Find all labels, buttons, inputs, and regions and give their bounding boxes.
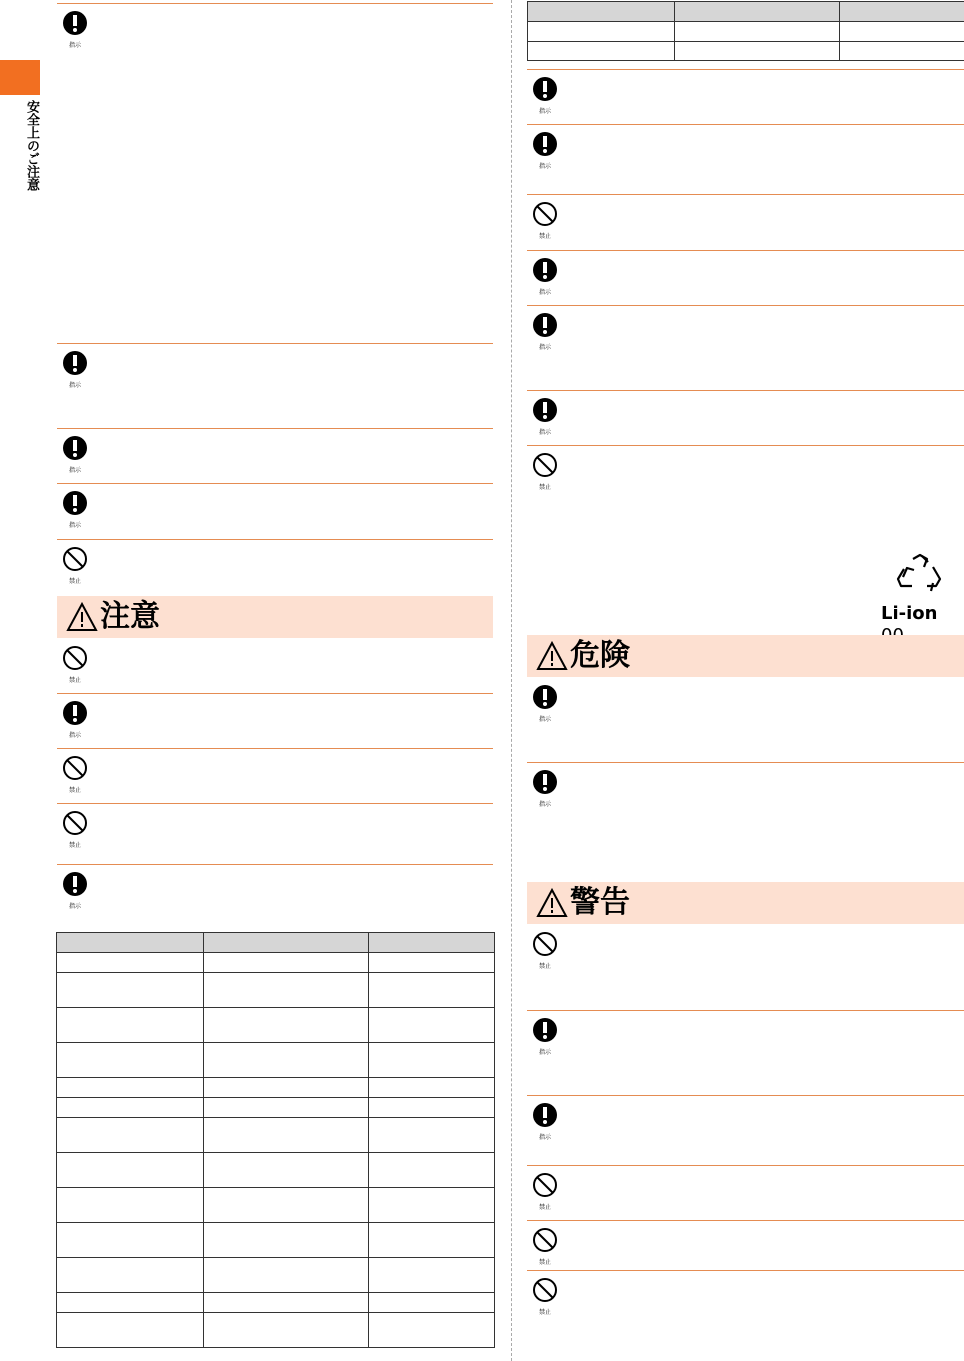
table-row [57, 1008, 495, 1043]
instruction-label: 指示 [538, 801, 551, 808]
instruction-icon [527, 310, 563, 354]
prohibition-icon [527, 450, 563, 494]
instruction-icon [527, 74, 563, 118]
warning-triangle-icon [536, 641, 568, 671]
instruction-icon [527, 255, 563, 299]
rule [57, 748, 493, 749]
instruction-label: 指示 [538, 163, 551, 170]
prohibition-icon [527, 1275, 563, 1319]
prohibition-label: 禁止 [68, 677, 81, 684]
prohibition-label: 禁止 [538, 1204, 551, 1211]
prohibition-icon [527, 199, 563, 243]
instruction-icon [527, 1015, 563, 1059]
instruction-icon [57, 488, 93, 532]
instruction-label: 指示 [538, 1049, 551, 1056]
instruction-icon [527, 767, 563, 811]
instruction-icon [527, 395, 563, 439]
table-row [57, 1153, 495, 1188]
rule [527, 124, 964, 125]
rule [527, 194, 964, 195]
rule [57, 343, 493, 344]
instruction-label: 指示 [68, 732, 81, 739]
instruction-label: 指示 [538, 108, 551, 115]
table-row [528, 42, 964, 61]
rule [527, 1270, 964, 1271]
rule [57, 693, 493, 694]
section-tab [0, 60, 40, 95]
warning-header [527, 882, 964, 924]
rule [57, 3, 493, 4]
prohibition-label: 禁止 [538, 1259, 551, 1266]
prohibition-label: 禁止 [68, 842, 81, 849]
table-header-row [528, 2, 964, 22]
prohibition-label: 禁止 [538, 963, 551, 970]
instruction-icon [57, 698, 93, 742]
caution-header [57, 596, 493, 638]
table-row [57, 1313, 495, 1348]
prohibition-label: 禁止 [538, 233, 551, 240]
table-row [57, 1223, 495, 1258]
instruction-icon [527, 1100, 563, 1144]
instruction-label: 指示 [538, 1134, 551, 1141]
table-row [57, 973, 495, 1008]
table-row [57, 1118, 495, 1153]
rule [57, 428, 493, 429]
instruction-icon [57, 8, 93, 52]
danger-title: 危険 [570, 638, 630, 673]
caution-title: 注意 [100, 599, 160, 634]
instruction-icon [57, 348, 93, 392]
warning-triangle-icon [536, 888, 568, 918]
section-side-label: 安全上のご注意 [24, 100, 39, 191]
warning-triangle-icon [66, 602, 98, 632]
instruction-label: 指示 [538, 429, 551, 436]
table-row [57, 1098, 495, 1118]
instruction-icon [527, 129, 563, 173]
table-row [57, 1043, 495, 1078]
table-row [57, 1293, 495, 1313]
instruction-label: 指示 [68, 42, 81, 49]
rule [527, 445, 964, 446]
table-row [57, 1258, 495, 1293]
rule [57, 539, 493, 540]
instruction-icon [57, 869, 93, 913]
prohibition-icon [57, 753, 93, 797]
rule [57, 864, 493, 865]
table-row [57, 1078, 495, 1098]
warning-title: 警告 [570, 885, 630, 920]
instruction-label: 指示 [538, 716, 551, 723]
instruction-icon [527, 682, 563, 726]
rule [527, 69, 964, 70]
instruction-label: 指示 [68, 522, 81, 529]
rule [527, 250, 964, 251]
instruction-label: 指示 [538, 289, 551, 296]
li-ion-text: Li-ion [881, 603, 938, 624]
materials-table-continued [527, 1, 964, 61]
table-header-row [57, 933, 495, 953]
prohibition-label: 禁止 [538, 484, 551, 491]
instruction-label: 指示 [68, 467, 81, 474]
table-row [528, 22, 964, 42]
rule [527, 762, 964, 763]
rule [527, 1220, 964, 1221]
prohibition-icon [527, 1225, 563, 1269]
prohibition-icon [57, 808, 93, 852]
prohibition-label: 禁止 [538, 1309, 551, 1316]
rule [57, 803, 493, 804]
rule [527, 1095, 964, 1096]
rule [527, 1165, 964, 1166]
instruction-icon [57, 433, 93, 477]
rule [527, 1010, 964, 1011]
prohibition-label: 禁止 [68, 787, 81, 794]
danger-header [527, 635, 964, 677]
rule [57, 483, 493, 484]
instruction-label: 指示 [68, 382, 81, 389]
column-divider [511, 0, 512, 1361]
table-row [57, 1188, 495, 1223]
instruction-label: 指示 [538, 344, 551, 351]
instruction-label: 指示 [68, 903, 81, 910]
prohibition-label: 禁止 [68, 578, 81, 585]
rule [527, 305, 964, 306]
prohibition-icon [57, 544, 93, 588]
prohibition-icon [527, 929, 563, 973]
prohibition-icon [57, 643, 93, 687]
prohibition-icon [527, 1170, 563, 1214]
table-row [57, 953, 495, 973]
materials-table [56, 932, 495, 1348]
rule [527, 390, 964, 391]
recycle-icon [895, 553, 945, 601]
